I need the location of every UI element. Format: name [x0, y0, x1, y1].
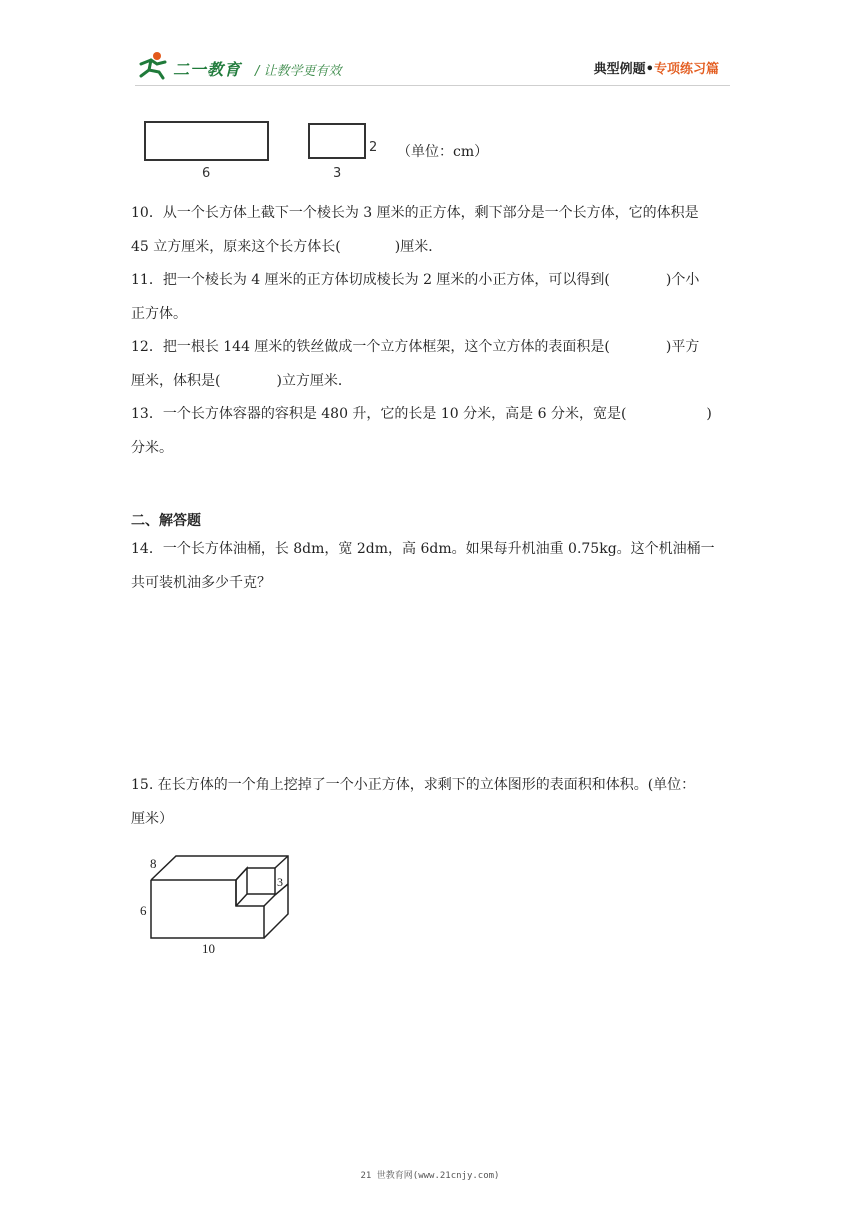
q13-text-before-blank: 13．一个长方体容器的容积是 480 升，它的长是 10 分米，高是 6 分米，宽是( — [131, 406, 627, 422]
cutout-cube — [236, 868, 247, 906]
question-13 — [131, 397, 731, 465]
q12-line2 — [131, 364, 731, 398]
small-rectangle-height-label: 2 — [369, 140, 378, 155]
slogan: / 让教学更有效 — [255, 64, 342, 79]
large-rectangle — [145, 122, 268, 160]
question-15 — [131, 768, 731, 836]
q10-line1: 10．从一个长方体上截下一个棱长为 3 厘米的正方体，剩下部分是一个长方体，它的体积是 — [131, 205, 699, 221]
series-title — [594, 58, 719, 77]
question-11 — [131, 263, 731, 331]
header-divider — [135, 85, 730, 86]
q10-text-after-blank: )厘米． — [394, 239, 443, 255]
cuboid-right-face — [264, 884, 288, 938]
runner-logo-icon — [135, 50, 171, 80]
q13-line2: 分米。 — [131, 440, 173, 456]
small-rectangle — [309, 124, 365, 158]
series-title-main: 典型例题• — [593, 62, 654, 77]
cuboid-top-inner-edge-3 — [275, 856, 288, 868]
q13-line1 — [131, 397, 731, 431]
q12-text-before-blank-2: 厘米，体积是( — [131, 373, 221, 389]
q11-text-before-blank: 11．把一个棱长为 4 厘米的正方体切成棱长为 2 厘米的小正方体，可以得到( — [131, 272, 610, 288]
page-footer: 21 世教育网(www.21cnjy.com) — [360, 1171, 500, 1181]
small-rectangle-width-label: 3 — [333, 166, 342, 181]
q11-text-after-blank: )个小 — [665, 272, 700, 288]
q11-line1 — [131, 263, 731, 297]
page-header — [135, 48, 735, 84]
q12-text-before-blank-1: 12．把一根长 144 厘米的铁丝做成一个立方体框架，这个立方体的表面积是( — [131, 339, 610, 355]
length-label: 10 — [202, 941, 215, 956]
cuboid-figure — [136, 850, 296, 960]
q13-text-after-blank: ) — [706, 406, 712, 422]
q15-line1: 15. 在长方体的一个角上挖掉了一个小正方体，求剩下的立体图形的表面积和体积。(单位： — [131, 777, 696, 793]
series-title-accent: 专项练习篇 — [653, 62, 719, 77]
logo — [135, 50, 365, 80]
question-14 — [131, 532, 731, 600]
depth-label: 8 — [150, 856, 157, 871]
question-12 — [131, 330, 731, 398]
cube-edge-label: 3 — [277, 875, 283, 889]
large-rectangle-width-label: 6 — [202, 166, 211, 181]
q11-line2: 正方体。 — [131, 306, 187, 322]
q14-line2: 共可装机油多少千克？ — [131, 575, 271, 591]
q14-line1: 14．一个长方体油桶，长 8dm，宽 2dm，高 6dm。如果每升机油重 0.75kg。这个机油桶一 — [131, 541, 715, 557]
q12-text-after-blank-2: )立方厘米． — [276, 373, 352, 389]
height-label: 6 — [140, 903, 147, 918]
question-10 — [131, 196, 731, 264]
q15-line2: 厘米） — [131, 811, 173, 827]
logo-text: 二一教育 — [173, 60, 242, 79]
q12-line1 — [131, 330, 731, 364]
unit-note: （单位：cm） — [397, 144, 489, 160]
q10-line2 — [131, 230, 731, 264]
q12-text-after-blank-1: )平方 — [665, 339, 700, 355]
q10-text-before-blank: 45 立方厘米，原来这个长方体长( — [131, 239, 341, 255]
section-title: 二、解答题 — [131, 513, 201, 529]
notch-edge — [264, 895, 275, 906]
